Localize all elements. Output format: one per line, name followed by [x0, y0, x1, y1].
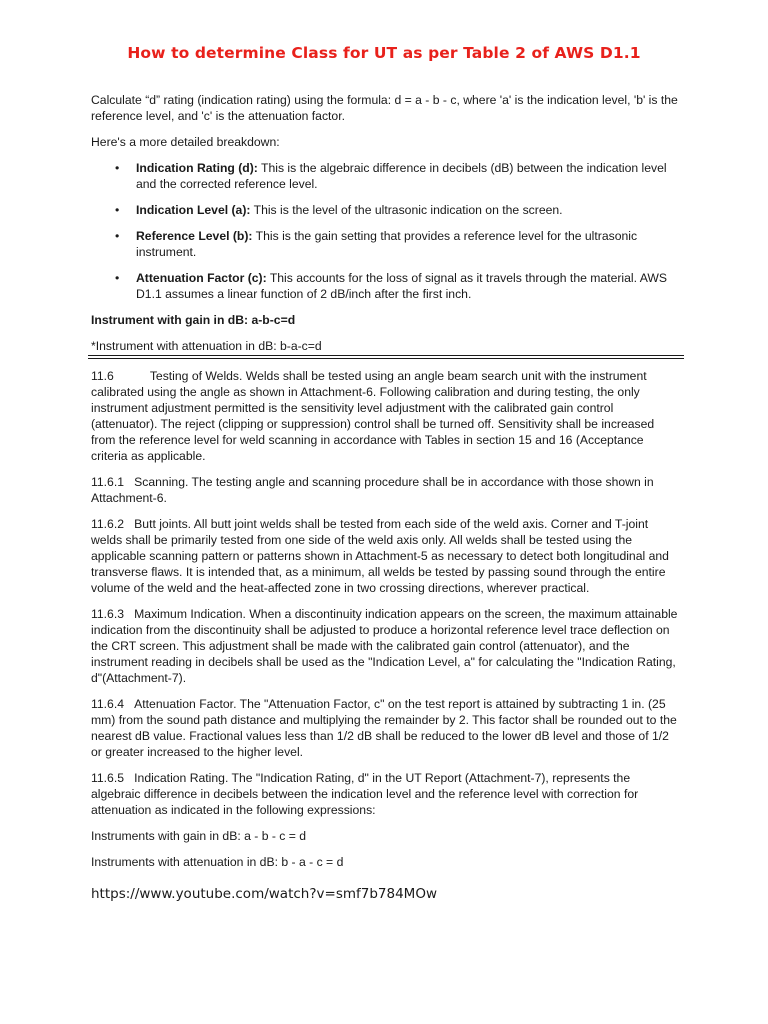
bullet-text: This is the algebraic difference in decibels (dB) between the indication level and the corrected reference level. — [136, 161, 667, 191]
bullet-text: This is the gain setting that provides a reference level for the ultrasonic instrument. — [136, 229, 638, 259]
section-number: 11.6.4 — [91, 697, 124, 711]
list-item — [91, 202, 681, 218]
bullet-term: Reference Level (b): — [136, 229, 253, 243]
section-text: Indication Rating. The "Indication Rating, d" in the UT Report (Attachment-7), represents the algebraic difference in decibels between the indication level and the reference level with correction for attenuation as indicated in the following expressions: — [91, 771, 639, 817]
gain-formula: Instrument with gain in dB: a-b-c=d — [91, 313, 296, 327]
list-item — [91, 160, 681, 192]
bullet-icon: • — [115, 229, 120, 243]
list-item — [91, 228, 681, 260]
bullet-text: This accounts for the loss of signal as it travels through the material. AWS D1.1 assumes a linear function of 2 dB/inch after the first inch. — [136, 271, 668, 301]
section-number: 11.6.3 — [91, 607, 124, 621]
bullet-term: Indication Level (a): — [136, 203, 251, 217]
breakdown-heading: Here's a more detailed breakdown: — [91, 135, 280, 149]
section-number: 11.6.2 — [91, 517, 124, 531]
section-11-6-3 — [91, 606, 681, 686]
section-number: 11.6 — [91, 369, 114, 383]
attenuation-formula: *Instrument with attenuation in dB: b-a-c=d — [91, 339, 322, 353]
section-11-6-2 — [91, 516, 681, 596]
document-body — [91, 92, 681, 880]
expression-gain: Instruments with gain in dB: a - b - c = d — [91, 829, 307, 843]
video-link[interactable]: https://www.youtube.com/watch?v=smf7b784MOw — [91, 886, 437, 902]
breakdown-list — [91, 160, 681, 302]
section-11-6-1 — [91, 474, 681, 506]
section-text: Butt joints. All butt joint welds shall be tested from each side of the weld axis. Corner and T-joint welds shall be primarily tested from one side of the weld axis only. All welds shall be tested using the applicable scanning pattern or patterns shown in Attachment-5 as necessary to detect both longitudinal and transverse flaws. It is intended that, as a minimum, all welds be tested by passing sound through the entire volume of the weld and the heat-affected zone in two crossing directions, wherever practical. — [91, 517, 669, 595]
section-number: 11.6.1 — [91, 475, 124, 489]
bullet-term: Indication Rating (d): — [136, 161, 258, 175]
section-text: Maximum Indication. When a discontinuity indication appears on the screen, the maximum attainable indication from the discontinuity shall be adjusted to produce a horizontal reference level trace deflection on the CRT screen. This adjustment shall be made with the calibrated gain control (attenuator), and the instrument reading in decibels shall be used as the "Indication Level, a" for calculating the "Indication Rating, d"(Attachment-7). — [91, 607, 678, 685]
expression-attenuation: Instruments with attenuation in dB: b - a - c = d — [91, 855, 344, 869]
bullet-icon: • — [115, 203, 120, 217]
intro-paragraph: Calculate “d” rating (indication rating) using the formula: d = a - b - c, where 'a' is the indication level, 'b' is the reference level, and 'c' is the attenuation factor. — [91, 93, 678, 123]
list-item — [91, 270, 681, 302]
bullet-icon: • — [115, 161, 120, 175]
section-number: 11.6.5 — [91, 771, 124, 785]
section-11-6-5 — [91, 770, 681, 818]
section-text: Testing of Welds. Welds shall be tested using an angle beam search unit with the instrument calibrated using the angle as shown in Attachment-6. Following calibration and during testing, the only instrument adjustment permitted is the sensitivity level adjustment with the calibrated gain control (attenuator). The reject (clipping or suppression) control shall be turned off. Sensitivity shall be increased from the reference level for weld scanning in accordance with Tables in section 15 and 16 (Acceptance criteria as applicable. — [91, 369, 655, 463]
section-11-6 — [91, 368, 681, 464]
double-rule-divider — [88, 355, 684, 359]
bullet-term: Attenuation Factor (c): — [136, 271, 267, 285]
section-text: Scanning. The testing angle and scanning procedure shall be in accordance with those shown in Attachment-6. — [91, 475, 654, 505]
bullet-icon: • — [115, 271, 120, 285]
page-title: How to determine Class for UT as per Table 2 of AWS D1.1 — [127, 44, 641, 62]
section-text: Attenuation Factor. The "Attenuation Factor, c" on the test report is attained by subtracting 1 in. (25 mm) from the sound path distance and multiplying the remainder by 2. This factor shall be rounded out to the nearest dB value. Fractional values less than 1/2 dB shall be reduced to the lower dB level and those of 1/2 or greater increased to the higher level. — [91, 697, 677, 759]
section-11-6-4 — [91, 696, 681, 760]
bullet-text: This is the level of the ultrasonic indication on the screen. — [250, 203, 563, 217]
